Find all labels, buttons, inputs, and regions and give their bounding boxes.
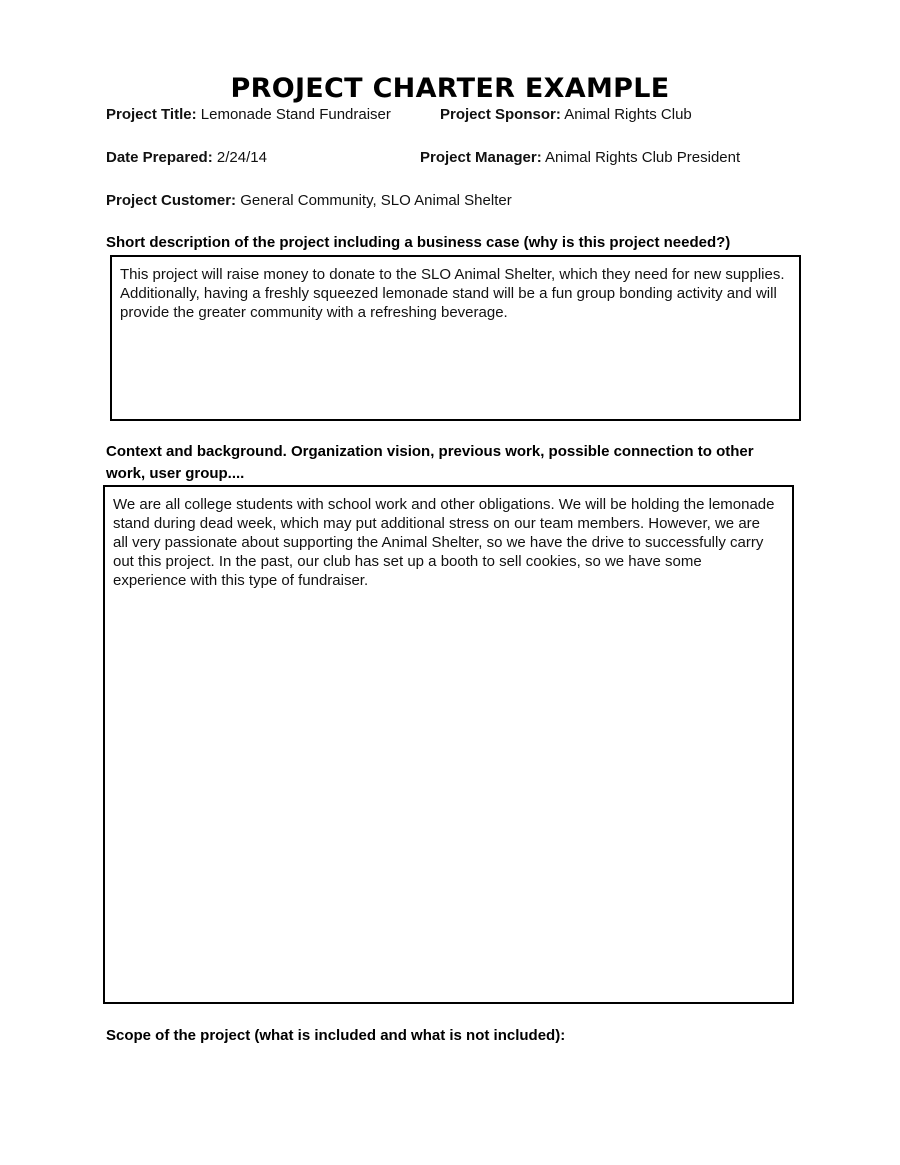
context-heading: Context and background. Organization vision, previous work, possible connection to other work, user group.... [106,443,754,482]
project-sponsor-value: Animal Rights Club [564,106,692,123]
description-text: This project will raise money to donate to the SLO Animal Shelter, which they need for new supplies. Additionally, having a freshly squeezed lemonade stand will be a fun group bonding activity and will provide the greater community with a refreshing beverage. [120,266,785,321]
project-title-value: Lemonade Stand Fundraiser [200,106,391,123]
date-prepared-field [106,149,267,167]
project-customer-field [106,192,512,210]
description-heading: Short description of the project including a business case (why is this project needed?) [106,234,731,251]
project-sponsor-field [440,106,692,124]
project-customer-value: General Community, SLO Animal Shelter [240,192,512,209]
project-customer-label: Project Customer: [106,192,237,209]
description-box[interactable] [110,255,801,421]
project-title-label: Project Title: [106,106,197,123]
project-manager-field [420,149,740,167]
context-box[interactable] [103,485,794,1004]
document-title: PROJECT CHARTER EXAMPLE [230,73,670,104]
date-prepared-value: 2/24/14 [216,149,267,166]
project-sponsor-label: Project Sponsor: [440,106,561,123]
project-manager-value: Animal Rights Club President [545,149,741,166]
scope-heading: Scope of the project (what is included and what is not included): [106,1027,566,1044]
project-manager-label: Project Manager: [420,149,542,166]
project-title-field [106,106,391,124]
date-prepared-label: Date Prepared: [106,149,213,166]
context-text: We are all college students with school work and other obligations. We will be holding the lemonade stand during dead week, which may put additional stress on our team members. However, we are all very passionate about supporting the Animal Shelter, so we have the drive to successfully carry out this project. In the past, our club has set up a booth to sell cookies, so we have some experience with this type of fundraiser. [113,496,775,589]
